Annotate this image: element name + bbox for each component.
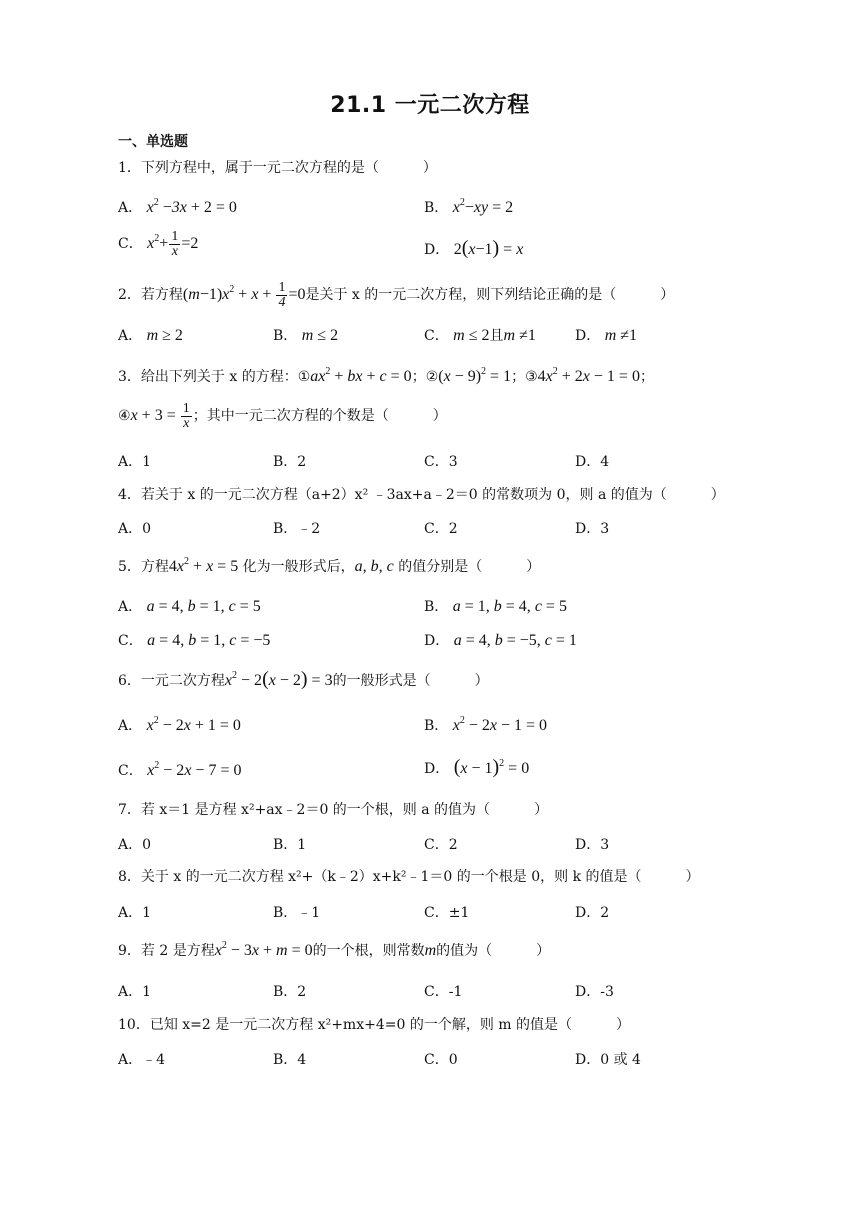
question-8-stem: 8．关于 x 的一元二次方程 x²+（k﹣2）x+k²﹣1＝0 的一个根是 0，则 k 的值是（ ） [118,869,700,885]
question-8-option-a: A．1 [118,905,152,921]
section-heading: 一、单选题 [118,134,188,150]
question-1-option-b: B． $x^2-xy = 2$ [424,197,514,216]
question-4-option-d: D．3 [575,521,610,537]
question-4-option-b: B．﹣2 [273,521,321,537]
question-7-option-a: A．0 [118,837,152,853]
question-10-option-b: B．4 [273,1052,307,1068]
question-2-option-b: B． m ≤ 2 [273,327,339,344]
question-9-stem: 9．若 2 是方程$x^2 - 3x + m = 0$的一个根，则常数m的值为（ ） [118,940,551,959]
question-6-option-d: D． $(x - 1)^2 = 0$ [424,756,530,778]
question-2-stem: 2．若方程$(m-1)x^2 + x$ + $\frac{1}{4}$ =0是关于 x 的一元二次方程，则下列结论正确的是（ ） [118,280,675,310]
question-10-option-c: C．0 [424,1052,458,1068]
question-2-option-d: D． m ≠1 [575,327,638,344]
question-3-stem-line-1: 3．给出下列关于 x 的方程：$①ax^2$ + bx + c = 0；②(x − 9)$^2$ = 1；$③4x^2 + 2x - 1 = 0$； [118,366,654,385]
question-8-option-b: B．﹣1 [273,905,321,921]
question-6-option-a: A． $x^2 - 2x + 1 = 0$ [118,715,241,734]
question-10-option-a: A．﹣4 [118,1052,166,1068]
question-3-option-d: D．4 [575,454,610,470]
question-1-option-d: D． 2(x−1) = x [424,237,524,259]
question-3-stem-line-2: ④x + 3 = $\frac{1}{x}$ ；其中一元二次方程的个数是（ ） [118,401,447,431]
question-6-option-b: B． $x^2 - 2x - 1 = 0$ [424,715,548,734]
question-6-stem: 6．一元二次方程$x^2 - 2(x - 2) = 3$的一般形式是（ ） [118,668,489,690]
question-3-option-c: C．3 [424,454,458,470]
question-7-stem: 7．若 x＝1 是方程 x²+ax﹣2＝0 的一个根，则 a 的值为（ ） [118,802,549,818]
page-title: 21.1 一元二次方程 [330,93,530,118]
question-9-option-c: C．-1 [424,984,463,1000]
question-1-option-c: C． $x^2+$ $\frac{1}{x}$ =2 [118,229,199,259]
question-7-option-c: C．2 [424,837,458,853]
question-5-option-b: B． a = 1, b = 4, c = 5 [424,598,567,615]
question-5-option-d: D． a = 4, b = −5, c = 1 [424,632,577,649]
question-4-stem: 4．若关于 x 的一元二次方程（a+2）x² ﹣3ax+a﹣2＝0 的常数项为 0，则 a 的值为（ ） [118,487,725,503]
question-10-option-d: D．0 或 4 [575,1052,641,1068]
question-2-option-a: A． m ≥ 2 [118,327,183,344]
question-3-option-b: B．2 [273,454,307,470]
question-5-stem: 5．方程$4x^2 + x = 5$ 化为一般形式后，a, b, c 的值分别是（ ） [118,556,541,575]
question-8-option-d: D．2 [575,905,610,921]
question-1-option-a: A． $x^2 -3x + 2 = 0$ [118,197,237,216]
question-9-option-d: D．-3 [575,984,614,1000]
question-9-option-a: A．1 [118,984,152,1000]
question-6-option-c: C． $x^2 - 2x - 7 = 0$ [118,760,242,779]
question-8-option-c: C．±1 [424,905,470,921]
question-4-option-a: A．0 [118,521,152,537]
question-7-option-b: B．1 [273,837,307,853]
question-9-option-b: B．2 [273,984,307,1000]
question-4-option-c: C．2 [424,521,458,537]
question-7-option-d: D．3 [575,837,610,853]
question-2-option-c: C． m ≤ 2且m ≠1 [424,327,536,344]
question-3-option-a: A．1 [118,454,152,470]
question-1-stem: 1．下列方程中，属于一元二次方程的是（ ） [118,160,437,176]
question-5-option-c: C． a = 4, b = 1, c = −5 [118,632,271,649]
question-10-stem: 10．已知 x=2 是一元二次方程 x²+mx+4=0 的一个解，则 m 的值是（ ） [118,1017,631,1033]
question-5-option-a: A． a = 4, b = 1, c = 5 [118,598,261,615]
